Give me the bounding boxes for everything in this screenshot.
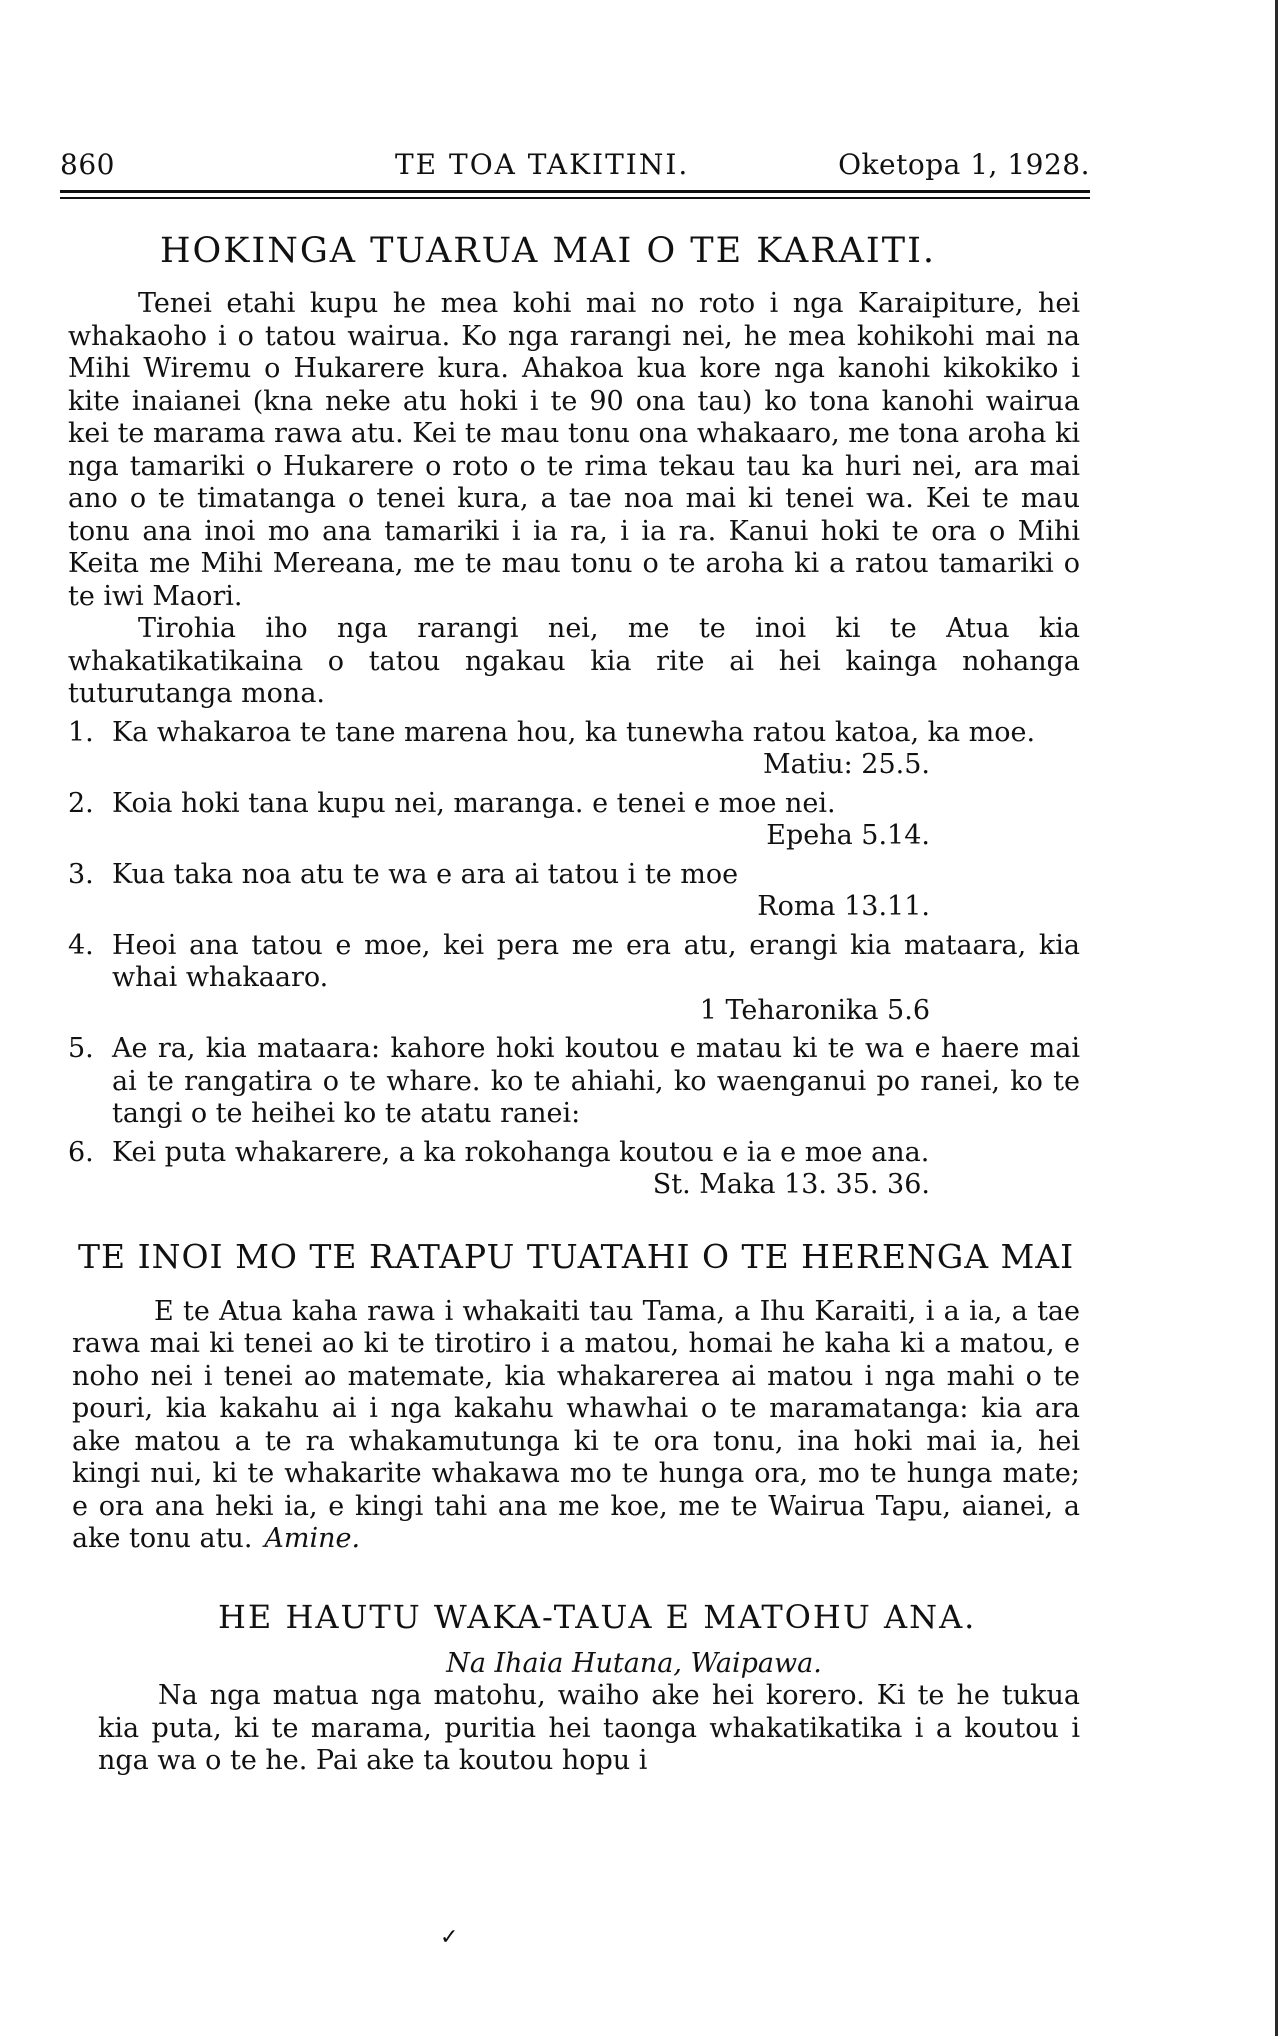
- verse-text: Koia hoki tana kupu nei, maranga. e tenei e moe nei.: [112, 787, 836, 819]
- issue-date: Oketopa 1, 1928.: [838, 148, 1090, 181]
- publication-title: TE TOA TAKITINI.: [395, 148, 690, 181]
- verse-number: 1.: [68, 716, 94, 748]
- page-edge: [1275, 0, 1278, 2036]
- list-item: [68, 717, 1080, 782]
- list-item: [68, 859, 1080, 924]
- article3-byline: Na Ihaia Hutana, Waipawa.: [446, 1647, 822, 1679]
- header-rule-top: [60, 190, 1090, 193]
- verse-number: 4.: [68, 929, 94, 961]
- verse-reference: Roma 13.11.: [757, 891, 930, 922]
- verse-number: 2.: [68, 787, 94, 819]
- article1-heading: HOKINGA TUARUA MAI O TE KARAITI.: [160, 231, 937, 271]
- verse-reference: 1 Teharonika 5.6: [699, 994, 930, 1026]
- article2-heading: TE INOI MO TE RATAPU TUATAHI O TE HERENGA MAI: [78, 1236, 1075, 1276]
- list-item: [68, 1137, 1080, 1202]
- verse-text: Heoi ana tatou e moe, kei pera me era atu, erangi kia mataara, kia whai whakaaro.: [112, 929, 1080, 993]
- verse-reference: Epeha 5.14.: [766, 820, 930, 851]
- verse-list: [68, 717, 1080, 1202]
- page-body: [68, 230, 1080, 1778]
- verse-text: Ka whakaroa te tane marena hou, ka tunewha ratou katoa, ka moe.: [112, 716, 1036, 748]
- article3-heading: HE HAUTU WAKA-TAUA E MATOHU ANA.: [218, 1597, 977, 1636]
- page-number: 860: [60, 148, 115, 181]
- running-header: [60, 148, 1090, 188]
- list-item: [68, 930, 1080, 1028]
- footer-mark: ✓: [440, 1925, 459, 1950]
- list-item: [68, 1033, 1080, 1131]
- verse-text: Kei puta whakarere, a ka rokohanga koutou e ia e moe ana.: [112, 1136, 930, 1168]
- prayer-body: E te Atua kaha rawa i whakaiti tau Tama, a Ihu Karaiti, i a ia, a tae rawa mai ki tenei ao ki te tirotiro i a matou, homai he kaha ki a matou, e noho nei i tenei ao matemate, kia whakarerea ai matou i nga mahi o te pouri, kia kakahu ai i nga kakahu whawhai o te maramatanga: kia ara ake matou a te ra whakamutunga ki te ora tonu, ina hoki mai ia, hei kingi nui, ki te whakarite whakawa mo te hunga ora, mo te hunga mate; e ora ana heki ia, e kingi tahi ana me koe, me te Wairua Tapu, aianei, a ake tonu atu.: [72, 1295, 1080, 1554]
- verse-text: Kua taka noa atu te wa e ara ai tatou i te moe: [112, 858, 739, 890]
- verse-text: Ae ra, kia mataara: kahore hoki koutou e matau ki te wa e haere mai ai te rangatira o te whare. ko te ahiahi, ko waenganui po ranei, ko te tangi o te heihei ko te atatu ranei:: [112, 1033, 1080, 1129]
- article1-intro: Tenei etahi kupu he mea kohi mai no roto i nga Karaipiture, hei whakaoho i o tatou wairua. Ko nga rarangi nei, he mea kohikohi mai na Mihi Wiremu o Hukarere kura. Ahakoa kua kore nga kanohi kikokiko i kite inaianei (kna neke atu hoki i te 90 ona tau) ko tona kanohi wairua kei te marama rawa atu. Kei te mau tonu ona whakaaro, me tona aroha ki nga tamariki o Hukarere o roto o te rima tekau tau ka huri nei, ara mai ano o te timatanga o tenei kura, a tae noa mai ki tenei wa. Kei te mau tonu ana inoi mo ana tamariki i ia ra, i ia ra. Kanui hoki te ora o Mihi Keita me Mihi Mereana, me te mau tonu o te aroha ki a ratou tamariki o te iwi Maori.: [68, 288, 1080, 612]
- verse-number: 6.: [68, 1136, 94, 1168]
- article3-paragraph: Na nga matua nga matohu, waiho ake hei korero. Ki te he tukua kia puta, ki te marama, puritia hei taonga whakatikatika i a koutou i nga wa o te he. Pai ake ta koutou hopu i: [98, 1680, 1080, 1776]
- prayer-text: [68, 1296, 1080, 1556]
- verse-reference: Matiu: 25.5.: [763, 749, 930, 780]
- header-rule-bottom: [60, 197, 1090, 199]
- list-item: [68, 788, 1080, 853]
- amen: Amine.: [264, 1523, 361, 1554]
- verse-number: 5.: [68, 1033, 94, 1064]
- verse-reference: St. Maka 13. 35. 36.: [652, 1169, 930, 1200]
- verse-number: 3.: [68, 858, 94, 890]
- article1-second-paragraph: Tirohia iho nga rarangi nei, me te inoi ki te Atua kia whakatikatikaina o tatou ngakau kia rite ai hei kainga nohanga tuturutanga mona.: [68, 613, 1080, 709]
